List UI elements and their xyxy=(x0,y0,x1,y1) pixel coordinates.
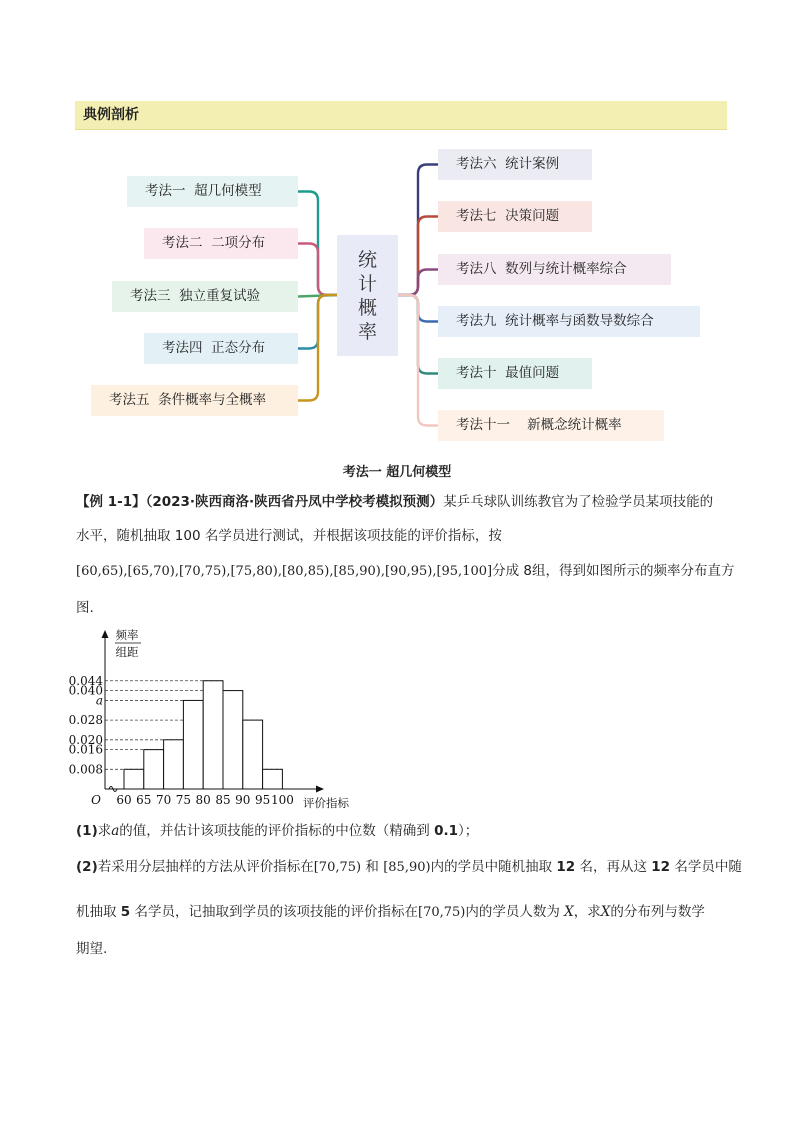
mindmap-node-left-1: 考法一 超几何模型 xyxy=(127,176,298,207)
section-banner: 典例剖析 xyxy=(75,101,727,130)
x-tick-label: 85 xyxy=(215,793,231,807)
x-tick-label: 65 xyxy=(136,793,152,807)
example-source: （2023·陕西商洛·陕西省丹凤中学校考模拟预测） xyxy=(145,494,444,510)
variable-x: X xyxy=(600,904,611,920)
histogram-bar xyxy=(164,740,184,789)
center-char: 统 xyxy=(357,248,377,271)
mindmap-node-right-6: 考法十一 新概念统计概率 xyxy=(438,410,664,441)
y-tick-label: 0.028 xyxy=(68,713,103,728)
y-tick-label: a xyxy=(95,693,103,708)
q-number: 12 xyxy=(651,859,671,875)
example-text: 分成 8组，得到如图所示的频率分布直方 xyxy=(492,563,735,579)
mindmap-node-right-5: 考法十 最值问题 xyxy=(438,358,592,389)
q-number: 0.1 xyxy=(434,823,459,839)
example-text: 某乒乓球队训练教官为了检验学员某项技能的 xyxy=(443,494,714,510)
connector-right-6 xyxy=(398,295,438,426)
q-text: 名，再从这 xyxy=(575,859,652,875)
x-tick-label: 90 xyxy=(235,793,251,807)
histogram-bar xyxy=(223,691,243,789)
y-tick-label: 0.040 xyxy=(68,683,103,698)
origin-label: O xyxy=(91,793,101,807)
mindmap-node-right-3: 考法八 数列与统计概率综合 xyxy=(438,254,671,285)
q-number: 5 xyxy=(120,904,131,920)
y-axis-label-denominator: 组距 xyxy=(115,645,139,659)
y-tick-label: 0.016 xyxy=(68,742,103,757)
example-tag: 【例 1-1】 xyxy=(76,494,146,510)
interval: [70,75) xyxy=(418,905,466,920)
center-char: 概 xyxy=(357,296,377,319)
question-number: (1) xyxy=(76,823,98,839)
interval-list: [60,65),[65,70),[70,75),[75,80),[80,85),[85,90),[90,95),[95,100] xyxy=(76,564,493,579)
x-axis-arrow xyxy=(316,786,324,793)
histogram-bar xyxy=(243,720,263,789)
section-title: 考法一 超几何模型 xyxy=(342,465,452,480)
question-1 xyxy=(76,820,726,842)
example-line-3 xyxy=(76,560,735,583)
question-number: (2) xyxy=(76,859,98,875)
x-axis-label: 评价指标 xyxy=(303,796,349,810)
variable-x: X xyxy=(564,904,574,920)
q-text: ）； xyxy=(458,823,479,839)
q-text: ，求 xyxy=(573,904,601,920)
interval: [85,90) xyxy=(383,860,431,875)
q-text: 内的学员中随机抽取 xyxy=(430,859,557,875)
question-2-line-1 xyxy=(76,856,742,879)
x-tick-label: 95 xyxy=(254,793,271,807)
question-2-line-3: 期望. xyxy=(76,941,108,957)
example-line-1 xyxy=(76,491,726,513)
mindmap-node-right-2: 考法七 决策问题 xyxy=(438,201,592,232)
variable-a: a xyxy=(111,823,120,839)
histogram-bar xyxy=(183,700,203,789)
x-tick-label: 80 xyxy=(195,793,211,807)
y-tick-label: 0.008 xyxy=(68,762,103,777)
q-text: 的值，并估计该项技能的评价指标的中位数（精确到 xyxy=(119,823,435,839)
y-axis-arrow xyxy=(102,630,109,638)
q-text: 名学员中随 xyxy=(670,859,742,875)
mindmap-center-node xyxy=(337,235,398,356)
q-text: 求 xyxy=(97,823,112,839)
x-tick-label: 100 xyxy=(270,793,294,807)
connector-left-2 xyxy=(298,244,337,296)
y-tick-label: 0.044 xyxy=(68,673,103,688)
q-text: 内的学员人数为 xyxy=(465,904,565,920)
x-tick-label: 75 xyxy=(175,793,192,807)
x-tick-label: 70 xyxy=(155,793,172,807)
center-char: 率 xyxy=(357,320,377,343)
x-tick-label: 60 xyxy=(116,793,132,807)
q-text: 若采用分层抽样的方法从评价指标在 xyxy=(97,859,314,875)
mindmap-node-left-4: 考法四 正态分布 xyxy=(144,333,298,364)
mindmap-node-right-1: 考法六 统计案例 xyxy=(438,149,592,180)
q-number: 12 xyxy=(556,859,576,875)
example-line-4: 图. xyxy=(76,600,94,616)
mindmap-node-left-2: 考法二 二项分布 xyxy=(144,228,298,259)
center-char: 计 xyxy=(357,272,377,295)
histogram-bar xyxy=(263,769,283,789)
mindmap-node-left-5: 考法五 条件概率与全概率 xyxy=(91,385,298,416)
histogram-bar xyxy=(203,681,223,789)
mindmap-node-right-4: 考法九 统计概率与函数导数综合 xyxy=(438,306,700,337)
q-text: 机抽取 xyxy=(76,904,121,920)
y-axis-label-numerator: 频率 xyxy=(115,628,139,642)
interval: [70,75) xyxy=(313,860,362,875)
mindmap-node-left-3: 考法三 独立重复试验 xyxy=(112,281,298,312)
connector-right-3 xyxy=(398,270,438,296)
example-line-2: 水平，随机抽取 100 名学员进行测试，并根据该项技能的评价指标，按 xyxy=(76,528,502,544)
q-text: 和 xyxy=(361,859,384,875)
frequency-histogram xyxy=(68,628,366,813)
question-2-line-2 xyxy=(76,901,726,924)
histogram-bar xyxy=(144,750,164,789)
histogram-bar xyxy=(124,769,144,789)
y-tick-label: 0.020 xyxy=(68,732,103,747)
q-text: 名学员，记抽取到学员的该项技能的评价指标在 xyxy=(130,904,418,920)
q-text: 的分布列与数学 xyxy=(610,904,705,920)
